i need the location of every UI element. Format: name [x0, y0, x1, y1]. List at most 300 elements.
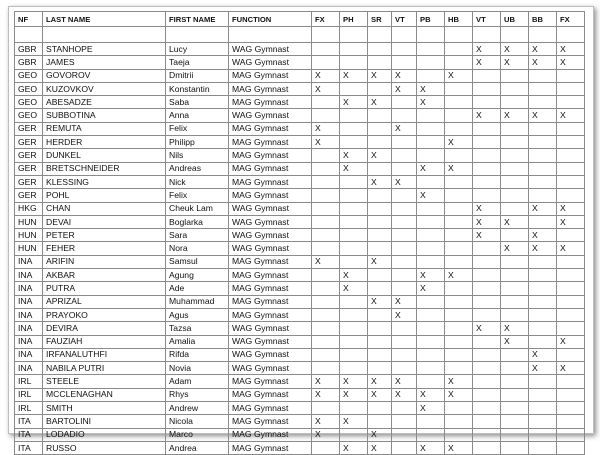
event-cell: [529, 175, 557, 188]
event-cell: [392, 242, 417, 255]
last-name-cell: POHL: [43, 189, 166, 202]
empty-cell: [501, 27, 529, 43]
last-name-cell: AKBAR: [43, 269, 166, 282]
first-name-cell: Felix: [166, 189, 229, 202]
event-cell: [368, 362, 392, 375]
table-row: [15, 335, 585, 348]
event-cell: [417, 335, 445, 348]
event-cell: [557, 189, 585, 202]
event-cell: [417, 175, 445, 188]
event-cell: X: [417, 82, 445, 95]
event-cell: X: [312, 388, 340, 401]
last-name-cell: KLESSING: [43, 175, 166, 188]
last-name-cell: CHAN: [43, 202, 166, 215]
nf-cell: INA: [15, 322, 43, 335]
event-cell: [529, 295, 557, 308]
event-cell: X: [417, 282, 445, 295]
table-row: [15, 415, 585, 428]
event-cell: [529, 375, 557, 388]
event-cell: [368, 322, 392, 335]
event-cell: [501, 308, 529, 321]
event-cell: [445, 43, 473, 56]
first-name-cell: Amalia: [166, 335, 229, 348]
event-cell: [557, 322, 585, 335]
table-row: [15, 428, 585, 441]
event-cell: [501, 295, 529, 308]
event-cell: X: [392, 69, 417, 82]
event-cell: X: [368, 428, 392, 441]
event-cell: X: [501, 322, 529, 335]
event-cell: X: [473, 202, 501, 215]
event-cell: X: [557, 362, 585, 375]
last-name-cell: BRETSCHNEIDER: [43, 162, 166, 175]
event-cell: [368, 242, 392, 255]
event-cell: X: [368, 69, 392, 82]
event-cell: [368, 402, 392, 415]
last-name-cell: FAUZIAH: [43, 335, 166, 348]
first-name-cell: Philipp: [166, 136, 229, 149]
table-row: [15, 82, 585, 95]
event-cell: X: [312, 69, 340, 82]
event-cell: X: [340, 282, 368, 295]
event-cell: [417, 308, 445, 321]
nf-cell: GEO: [15, 96, 43, 109]
event-cell: [501, 415, 529, 428]
last-name-cell: ABESADZE: [43, 96, 166, 109]
event-cell: [340, 295, 368, 308]
event-cell: X: [340, 441, 368, 454]
table-row: [15, 136, 585, 149]
event-cell: [392, 43, 417, 56]
event-cell: [340, 215, 368, 228]
event-cell: [445, 215, 473, 228]
nf-cell: INA: [15, 335, 43, 348]
nf-cell: GEO: [15, 69, 43, 82]
first-name-cell: Dmitrii: [166, 69, 229, 82]
function-cell: WAG Gymnast: [229, 362, 312, 375]
event-cell: [368, 189, 392, 202]
event-cell: [312, 229, 340, 242]
event-cell: X: [312, 375, 340, 388]
event-cell: [340, 136, 368, 149]
last-name-cell: ARIFIN: [43, 255, 166, 268]
event-cell: X: [501, 242, 529, 255]
nf-cell: GEO: [15, 82, 43, 95]
event-cell: [312, 215, 340, 228]
event-cell: [312, 162, 340, 175]
event-cell: X: [529, 56, 557, 69]
last-name-cell: IRFANALUTHFI: [43, 348, 166, 361]
event-cell: [392, 441, 417, 454]
event-cell: X: [445, 375, 473, 388]
event-cell: [445, 109, 473, 122]
last-name-cell: DUNKEL: [43, 149, 166, 162]
event-cell: X: [312, 122, 340, 135]
event-cell: [473, 162, 501, 175]
column-header: PB: [417, 12, 445, 27]
nf-cell: GER: [15, 189, 43, 202]
event-cell: X: [557, 335, 585, 348]
event-cell: X: [340, 162, 368, 175]
event-cell: X: [417, 388, 445, 401]
last-name-cell: APRIZAL: [43, 295, 166, 308]
column-header: VT: [473, 12, 501, 27]
event-cell: [312, 175, 340, 188]
table-row: [15, 69, 585, 82]
event-cell: [368, 202, 392, 215]
event-cell: [312, 56, 340, 69]
first-name-cell: Rifda: [166, 348, 229, 361]
last-name-cell: REMUTA: [43, 122, 166, 135]
last-name-cell: HERDER: [43, 136, 166, 149]
event-cell: [557, 348, 585, 361]
event-cell: [368, 43, 392, 56]
event-cell: [312, 441, 340, 454]
event-cell: [501, 269, 529, 282]
event-cell: X: [392, 82, 417, 95]
event-cell: X: [340, 96, 368, 109]
event-cell: [501, 402, 529, 415]
function-cell: WAG Gymnast: [229, 43, 312, 56]
function-cell: WAG Gymnast: [229, 348, 312, 361]
empty-cell: [43, 27, 166, 43]
event-cell: X: [501, 335, 529, 348]
table-row: [15, 189, 585, 202]
table-row: [15, 402, 585, 415]
event-cell: [529, 149, 557, 162]
nf-cell: GER: [15, 122, 43, 135]
function-cell: MAG Gymnast: [229, 402, 312, 415]
event-cell: [392, 428, 417, 441]
last-name-cell: LODADIO: [43, 428, 166, 441]
event-cell: [340, 82, 368, 95]
first-name-cell: Rhys: [166, 388, 229, 401]
event-cell: [392, 415, 417, 428]
nf-cell: ITA: [15, 428, 43, 441]
function-cell: MAG Gymnast: [229, 282, 312, 295]
event-cell: [340, 109, 368, 122]
nf-cell: INA: [15, 255, 43, 268]
table-row: [15, 202, 585, 215]
event-cell: [557, 388, 585, 401]
empty-cell: [557, 27, 585, 43]
event-cell: [312, 362, 340, 375]
event-cell: [557, 295, 585, 308]
last-name-cell: JAMES: [43, 56, 166, 69]
first-name-cell: Cheuk Lam: [166, 202, 229, 215]
spacer-row: [15, 27, 585, 43]
function-cell: WAG Gymnast: [229, 229, 312, 242]
function-cell: WAG Gymnast: [229, 242, 312, 255]
event-cell: [445, 229, 473, 242]
event-cell: X: [392, 308, 417, 321]
event-cell: [473, 255, 501, 268]
event-cell: X: [557, 109, 585, 122]
first-name-cell: Tazsa: [166, 322, 229, 335]
table-row: [15, 441, 585, 454]
event-cell: X: [473, 322, 501, 335]
event-cell: [501, 69, 529, 82]
event-cell: X: [417, 96, 445, 109]
nf-cell: ITA: [15, 415, 43, 428]
event-cell: [529, 122, 557, 135]
last-name-cell: BARTOLINI: [43, 415, 166, 428]
first-name-cell: Novia: [166, 362, 229, 375]
empty-cell: [417, 27, 445, 43]
event-cell: X: [557, 215, 585, 228]
document-page: [8, 6, 594, 453]
event-cell: [473, 136, 501, 149]
event-cell: [417, 375, 445, 388]
first-name-cell: Adam: [166, 375, 229, 388]
function-cell: WAG Gymnast: [229, 335, 312, 348]
event-cell: X: [529, 109, 557, 122]
column-header: FUNCTION: [229, 12, 312, 27]
event-cell: [312, 43, 340, 56]
first-name-cell: Konstantin: [166, 82, 229, 95]
event-cell: [368, 335, 392, 348]
event-cell: [529, 189, 557, 202]
first-name-cell: Muhammad: [166, 295, 229, 308]
last-name-cell: STEELE: [43, 375, 166, 388]
event-cell: [529, 255, 557, 268]
first-name-cell: Andreas: [166, 162, 229, 175]
last-name-cell: NABILA PUTRI: [43, 362, 166, 375]
event-cell: X: [473, 43, 501, 56]
event-cell: [312, 322, 340, 335]
event-cell: [312, 189, 340, 202]
event-cell: [445, 175, 473, 188]
event-cell: [340, 402, 368, 415]
nf-cell: INA: [15, 348, 43, 361]
empty-cell: [368, 27, 392, 43]
event-cell: [557, 69, 585, 82]
function-cell: WAG Gymnast: [229, 202, 312, 215]
event-cell: [529, 441, 557, 454]
event-cell: [473, 441, 501, 454]
column-header: FIRST NAME: [166, 12, 229, 27]
nf-cell: INA: [15, 282, 43, 295]
first-name-cell: Marco: [166, 428, 229, 441]
event-cell: X: [473, 215, 501, 228]
table-row: [15, 122, 585, 135]
table-row: [15, 56, 585, 69]
first-name-cell: Boglarka: [166, 215, 229, 228]
event-cell: [501, 282, 529, 295]
table-row: [15, 242, 585, 255]
table-row: [15, 229, 585, 242]
event-cell: [368, 136, 392, 149]
nf-cell: INA: [15, 269, 43, 282]
event-cell: [368, 415, 392, 428]
event-cell: X: [417, 162, 445, 175]
event-cell: [312, 242, 340, 255]
event-cell: [473, 308, 501, 321]
function-cell: MAG Gymnast: [229, 295, 312, 308]
event-cell: X: [445, 441, 473, 454]
event-cell: [501, 362, 529, 375]
column-header: LAST NAME: [43, 12, 166, 27]
table-row: [15, 215, 585, 228]
event-cell: X: [312, 82, 340, 95]
event-cell: [368, 215, 392, 228]
event-cell: [417, 122, 445, 135]
function-cell: MAG Gymnast: [229, 428, 312, 441]
first-name-cell: Sara: [166, 229, 229, 242]
event-cell: X: [312, 136, 340, 149]
event-cell: [417, 109, 445, 122]
event-cell: [501, 175, 529, 188]
event-cell: [445, 322, 473, 335]
empty-cell: [229, 27, 312, 43]
last-name-cell: FEHER: [43, 242, 166, 255]
event-cell: X: [529, 348, 557, 361]
nf-cell: HUN: [15, 229, 43, 242]
event-cell: [392, 282, 417, 295]
event-cell: [392, 348, 417, 361]
table-row: [15, 295, 585, 308]
event-cell: [368, 229, 392, 242]
event-cell: [417, 149, 445, 162]
event-cell: [529, 215, 557, 228]
event-cell: [417, 43, 445, 56]
event-cell: [557, 269, 585, 282]
event-cell: [368, 282, 392, 295]
event-cell: [312, 335, 340, 348]
empty-cell: [445, 27, 473, 43]
function-cell: MAG Gymnast: [229, 189, 312, 202]
event-cell: X: [417, 402, 445, 415]
table-row: [15, 43, 585, 56]
table-row: [15, 375, 585, 388]
event-cell: [368, 82, 392, 95]
function-cell: MAG Gymnast: [229, 122, 312, 135]
event-cell: X: [417, 441, 445, 454]
header-row: [15, 12, 585, 27]
event-cell: [501, 162, 529, 175]
first-name-cell: Lucy: [166, 43, 229, 56]
event-cell: [312, 96, 340, 109]
event-cell: [417, 136, 445, 149]
event-cell: X: [340, 69, 368, 82]
event-cell: [501, 255, 529, 268]
event-cell: [445, 122, 473, 135]
event-cell: [529, 82, 557, 95]
event-cell: [392, 136, 417, 149]
event-cell: X: [368, 96, 392, 109]
nf-cell: IRL: [15, 375, 43, 388]
event-cell: [529, 388, 557, 401]
nf-cell: GBR: [15, 43, 43, 56]
event-cell: X: [529, 202, 557, 215]
event-cell: [340, 43, 368, 56]
table-row: [15, 162, 585, 175]
function-cell: MAG Gymnast: [229, 308, 312, 321]
function-cell: MAG Gymnast: [229, 69, 312, 82]
first-name-cell: Nick: [166, 175, 229, 188]
event-cell: X: [368, 441, 392, 454]
event-cell: [392, 56, 417, 69]
event-cell: X: [445, 162, 473, 175]
event-cell: [473, 362, 501, 375]
event-cell: [473, 242, 501, 255]
last-name-cell: SMITH: [43, 402, 166, 415]
last-name-cell: SUBBOTINA: [43, 109, 166, 122]
nf-cell: GER: [15, 175, 43, 188]
nf-cell: IRL: [15, 388, 43, 401]
function-cell: MAG Gymnast: [229, 149, 312, 162]
event-cell: [557, 162, 585, 175]
event-cell: [445, 189, 473, 202]
event-cell: X: [529, 242, 557, 255]
event-cell: X: [392, 175, 417, 188]
event-cell: [529, 428, 557, 441]
last-name-cell: PRAYOKO: [43, 308, 166, 321]
function-cell: WAG Gymnast: [229, 215, 312, 228]
event-cell: X: [368, 255, 392, 268]
event-cell: [445, 149, 473, 162]
event-cell: [445, 308, 473, 321]
function-cell: MAG Gymnast: [229, 162, 312, 175]
first-name-cell: Agus: [166, 308, 229, 321]
first-name-cell: Agung: [166, 269, 229, 282]
event-cell: [529, 136, 557, 149]
event-cell: [340, 189, 368, 202]
event-cell: [392, 96, 417, 109]
event-cell: [368, 122, 392, 135]
event-cell: [501, 428, 529, 441]
event-cell: X: [340, 415, 368, 428]
event-cell: [368, 56, 392, 69]
event-cell: [417, 56, 445, 69]
event-cell: [529, 402, 557, 415]
event-cell: X: [417, 189, 445, 202]
first-name-cell: Nicola: [166, 415, 229, 428]
column-header: FX: [557, 12, 585, 27]
event-cell: [557, 415, 585, 428]
event-cell: [473, 335, 501, 348]
event-cell: X: [368, 295, 392, 308]
empty-cell: [15, 27, 43, 43]
event-cell: [445, 428, 473, 441]
event-cell: [529, 162, 557, 175]
event-cell: X: [312, 428, 340, 441]
function-cell: MAG Gymnast: [229, 441, 312, 454]
event-cell: [312, 269, 340, 282]
empty-cell: [312, 27, 340, 43]
event-cell: [473, 428, 501, 441]
event-cell: [445, 295, 473, 308]
table-row: [15, 269, 585, 282]
event-cell: [392, 255, 417, 268]
event-cell: X: [312, 415, 340, 428]
event-cell: [340, 175, 368, 188]
function-cell: WAG Gymnast: [229, 109, 312, 122]
column-header: SR: [368, 12, 392, 27]
last-name-cell: DEVAI: [43, 215, 166, 228]
column-header: UB: [501, 12, 529, 27]
entries-table: [14, 11, 585, 455]
event-cell: [473, 295, 501, 308]
event-cell: [529, 322, 557, 335]
event-cell: [473, 189, 501, 202]
event-cell: [417, 295, 445, 308]
event-cell: [417, 69, 445, 82]
event-cell: [557, 308, 585, 321]
event-cell: [368, 308, 392, 321]
event-cell: X: [501, 43, 529, 56]
function-cell: MAG Gymnast: [229, 415, 312, 428]
